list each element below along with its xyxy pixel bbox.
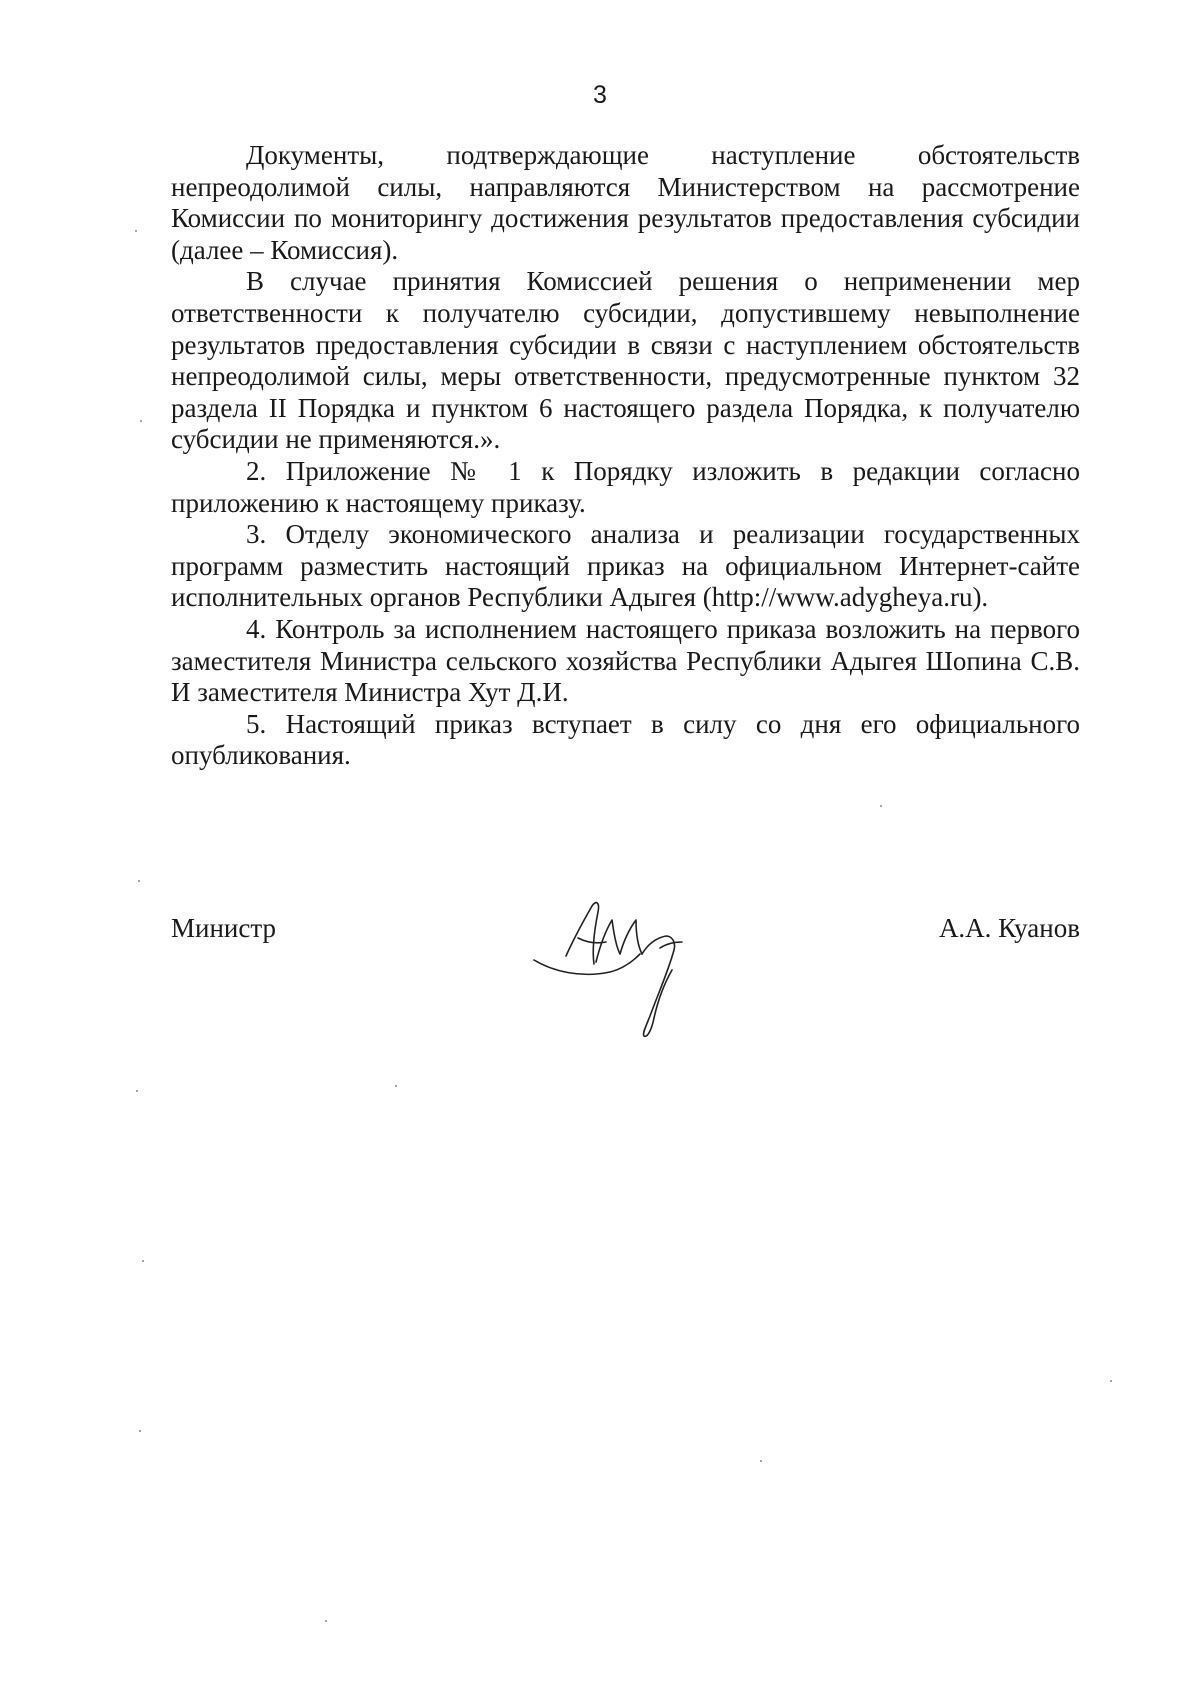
scan-speck [1110,1380,1112,1382]
paragraph-item-5: 5. Настоящий приказ вступает в силу со дня его официального опубликования. [171,708,1080,771]
paragraph-force-majeure-documents: Документы, подтверждающие наступление обстоятельств непреодолимой силы, направляются Министерством на рассмотрение Комиссии по мониторингу достижения результатов предоставления субсидии (далее – Комиссия). [171,140,1080,265]
scan-speck [880,805,882,807]
signatory-name: А.А. Куанов [938,913,1080,943]
scan-speck [139,1430,141,1432]
paragraph-item-4: 4. Контроль за исполнением настоящего приказа возложить на первого заместителя Министра сельского хозяйства Республики Адыгея Шопина С.В. И заместителя Министра Хут Д.И. [171,613,1080,708]
signature-block [171,912,1080,1062]
scan-speck [136,1090,138,1092]
paragraph-commission-decision: В случае принятия Комиссией решения о неприменении мер ответственности к получателю субсидии, допустившему невыполнение результатов предоставления субсидии в связи с наступлением обстоятельств непреодолимой силы, меры ответственности, предусмотренные пунктом 32 раздела II Порядка и пунктом 6 настоящего раздела Порядка, к получателю субсидии не применяются.». [171,266,1080,455]
page-number: 3 [593,81,607,109]
document-body [171,140,1080,772]
handwritten-signature [526,898,716,1048]
signatory-title: Министр [171,913,276,943]
scan-speck [325,1620,327,1622]
paragraph-item-3: 3. Отделу экономического анализа и реализации государственных программ разместить настоящий приказ на официальном Интернет-сайте исполнительных органов Республики Адыгея (http://www.adygheya.ru). [171,519,1080,613]
scan-speck [760,1460,762,1462]
scan-speck [140,420,142,422]
scan-speck [395,1085,397,1087]
scan-speck [138,880,140,882]
scan-speck [142,1260,144,1262]
paragraph-item-2: 2. Приложение № 1 к Порядку изложить в редакции согласно приложению к настоящему приказу. [171,455,1080,518]
scan-speck [135,230,137,232]
